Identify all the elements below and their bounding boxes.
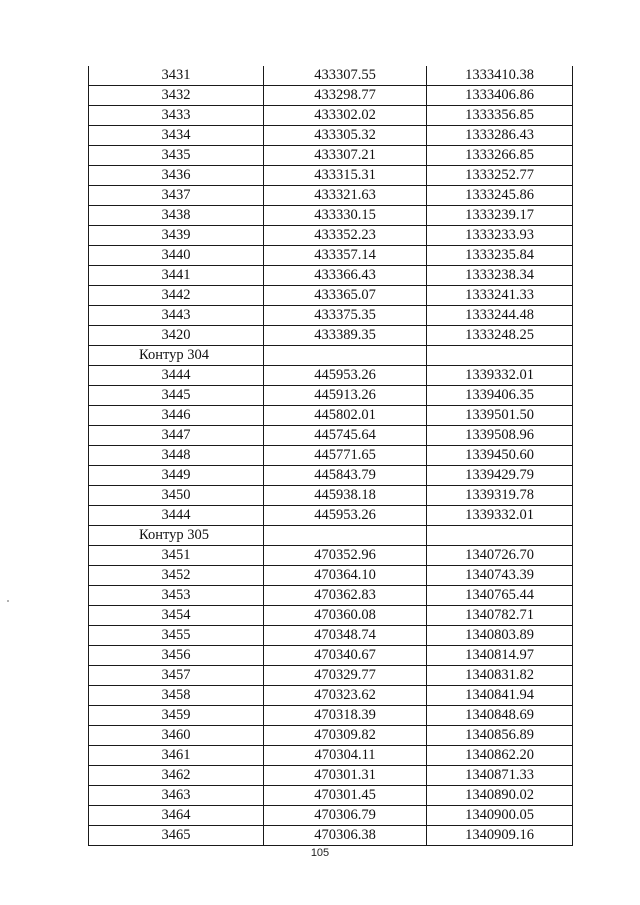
point-number-cell: 3444 <box>89 366 264 386</box>
x-coordinate-cell: 470306.38 <box>264 826 427 846</box>
y-coordinate-cell: 1340814.97 <box>427 646 573 666</box>
x-coordinate-cell: 433321.63 <box>264 186 427 206</box>
table-row <box>89 386 573 406</box>
point-number-cell: 3432 <box>89 86 264 106</box>
x-coordinate-cell: 445953.26 <box>264 366 427 386</box>
table-row <box>89 86 573 106</box>
y-coordinate-cell: 1340862.20 <box>427 746 573 766</box>
y-coordinate-cell: 1333235.84 <box>427 246 573 266</box>
x-coordinate-cell: 470318.39 <box>264 706 427 726</box>
x-coordinate-cell: 470304.11 <box>264 746 427 766</box>
table-row <box>89 646 573 666</box>
y-coordinate-cell: 1333252.77 <box>427 166 573 186</box>
x-coordinate-cell: 470301.45 <box>264 786 427 806</box>
point-number-cell: 3465 <box>89 826 264 846</box>
table-row <box>89 266 573 286</box>
table-row <box>89 406 573 426</box>
table-row <box>89 586 573 606</box>
table-row <box>89 706 573 726</box>
point-number-cell: 3449 <box>89 466 264 486</box>
point-number-cell: 3438 <box>89 206 264 226</box>
x-coordinate-cell: 470362.83 <box>264 586 427 606</box>
x-coordinate-cell: 470329.77 <box>264 666 427 686</box>
y-coordinate-cell: 1333241.33 <box>427 286 573 306</box>
y-coordinate-cell: 1340743.39 <box>427 566 573 586</box>
x-coordinate-cell: 433330.15 <box>264 206 427 226</box>
y-coordinate-cell: 1340831.82 <box>427 666 573 686</box>
contour-label: Контур 304 <box>89 346 264 366</box>
x-coordinate-cell: 433357.14 <box>264 246 427 266</box>
table-row <box>89 726 573 746</box>
table-row <box>89 126 573 146</box>
y-coordinate-cell: 1340841.94 <box>427 686 573 706</box>
point-number-cell: 3441 <box>89 266 264 286</box>
x-coordinate-cell: 433307.55 <box>264 66 427 86</box>
table-row <box>89 66 573 86</box>
point-number-cell: 3420 <box>89 326 264 346</box>
table-row <box>89 626 573 646</box>
table-row <box>89 226 573 246</box>
x-coordinate-cell: 445953.26 <box>264 506 427 526</box>
point-number-cell: 3463 <box>89 786 264 806</box>
y-coordinate-cell: 1333266.85 <box>427 146 573 166</box>
table-row <box>89 186 573 206</box>
empty-x-cell <box>264 526 427 546</box>
x-coordinate-cell: 433302.02 <box>264 106 427 126</box>
x-coordinate-cell: 433366.43 <box>264 266 427 286</box>
y-coordinate-cell: 1340726.70 <box>427 546 573 566</box>
table-row <box>89 566 573 586</box>
y-coordinate-cell: 1339450.60 <box>427 446 573 466</box>
x-coordinate-cell: 445938.18 <box>264 486 427 506</box>
empty-y-cell <box>427 346 573 366</box>
point-number-cell: 3456 <box>89 646 264 666</box>
y-coordinate-cell: 1340765.44 <box>427 586 573 606</box>
point-number-cell: 3455 <box>89 626 264 646</box>
point-number-cell: 3459 <box>89 706 264 726</box>
table-row <box>89 806 573 826</box>
y-coordinate-cell: 1340848.69 <box>427 706 573 726</box>
point-number-cell: 3436 <box>89 166 264 186</box>
x-coordinate-cell: 433352.23 <box>264 226 427 246</box>
table-row <box>89 826 573 846</box>
point-number-cell: 3453 <box>89 586 264 606</box>
x-coordinate-cell: 433305.32 <box>264 126 427 146</box>
table-row <box>89 466 573 486</box>
x-coordinate-cell: 445745.64 <box>264 426 427 446</box>
y-coordinate-cell: 1340856.89 <box>427 726 573 746</box>
x-coordinate-cell: 433365.07 <box>264 286 427 306</box>
y-coordinate-cell: 1333245.86 <box>427 186 573 206</box>
empty-x-cell <box>264 346 427 366</box>
x-coordinate-cell: 470323.62 <box>264 686 427 706</box>
table-row <box>89 366 573 386</box>
x-coordinate-cell: 433298.77 <box>264 86 427 106</box>
x-coordinate-cell: 433375.35 <box>264 306 427 326</box>
x-coordinate-cell: 445913.26 <box>264 386 427 406</box>
table-row <box>89 666 573 686</box>
point-number-cell: 3464 <box>89 806 264 826</box>
contour-header-row <box>89 346 573 366</box>
x-coordinate-cell: 470364.10 <box>264 566 427 586</box>
y-coordinate-cell: 1333286.43 <box>427 126 573 146</box>
x-coordinate-cell: 470348.74 <box>264 626 427 646</box>
point-number-cell: 3451 <box>89 546 264 566</box>
point-number-cell: 3447 <box>89 426 264 446</box>
x-coordinate-cell: 470340.67 <box>264 646 427 666</box>
y-coordinate-cell: 1333244.48 <box>427 306 573 326</box>
y-coordinate-cell: 1339332.01 <box>427 366 573 386</box>
point-number-cell: 3440 <box>89 246 264 266</box>
y-coordinate-cell: 1340782.71 <box>427 606 573 626</box>
point-number-cell: 3433 <box>89 106 264 126</box>
x-coordinate-cell: 470309.82 <box>264 726 427 746</box>
point-number-cell: 3460 <box>89 726 264 746</box>
point-number-cell: 3450 <box>89 486 264 506</box>
table-row <box>89 766 573 786</box>
y-coordinate-cell: 1340909.16 <box>427 826 573 846</box>
point-number-cell: 3442 <box>89 286 264 306</box>
point-number-cell: 3435 <box>89 146 264 166</box>
y-coordinate-cell: 1333406.86 <box>427 86 573 106</box>
table-row <box>89 606 573 626</box>
y-coordinate-cell: 1340890.02 <box>427 786 573 806</box>
table-row <box>89 326 573 346</box>
x-coordinate-cell: 470306.79 <box>264 806 427 826</box>
y-coordinate-cell: 1340871.33 <box>427 766 573 786</box>
scan-speck <box>7 600 9 602</box>
y-coordinate-cell: 1339508.96 <box>427 426 573 446</box>
table-row <box>89 306 573 326</box>
table-row <box>89 286 573 306</box>
table-row <box>89 486 573 506</box>
point-number-cell: 3461 <box>89 746 264 766</box>
point-number-cell: 3446 <box>89 406 264 426</box>
y-coordinate-cell: 1333356.85 <box>427 106 573 126</box>
x-coordinate-cell: 433307.21 <box>264 146 427 166</box>
y-coordinate-cell: 1333238.34 <box>427 266 573 286</box>
coordinates-table-body <box>89 66 573 846</box>
table-row <box>89 146 573 166</box>
empty-y-cell <box>427 526 573 546</box>
point-number-cell: 3462 <box>89 766 264 786</box>
point-number-cell: 3448 <box>89 446 264 466</box>
table-row <box>89 506 573 526</box>
x-coordinate-cell: 433389.35 <box>264 326 427 346</box>
point-number-cell: 3457 <box>89 666 264 686</box>
table-row <box>89 206 573 226</box>
point-number-cell: 3434 <box>89 126 264 146</box>
table-row <box>89 246 573 266</box>
table-row <box>89 686 573 706</box>
x-coordinate-cell: 470352.96 <box>264 546 427 566</box>
y-coordinate-cell: 1340803.89 <box>427 626 573 646</box>
table-row <box>89 426 573 446</box>
y-coordinate-cell: 1333239.17 <box>427 206 573 226</box>
x-coordinate-cell: 470301.31 <box>264 766 427 786</box>
point-number-cell: 3437 <box>89 186 264 206</box>
x-coordinate-cell: 445802.01 <box>264 406 427 426</box>
y-coordinate-cell: 1339319.78 <box>427 486 573 506</box>
table-row <box>89 546 573 566</box>
x-coordinate-cell: 470360.08 <box>264 606 427 626</box>
page-number: 105 <box>310 847 330 859</box>
y-coordinate-cell: 1340900.05 <box>427 806 573 826</box>
table-row <box>89 106 573 126</box>
point-number-cell: 3443 <box>89 306 264 326</box>
contour-header-row <box>89 526 573 546</box>
table-row <box>89 166 573 186</box>
x-coordinate-cell: 445843.79 <box>264 466 427 486</box>
x-coordinate-cell: 433315.31 <box>264 166 427 186</box>
y-coordinate-cell: 1339501.50 <box>427 406 573 426</box>
y-coordinate-cell: 1333410.38 <box>427 66 573 86</box>
point-number-cell: 3452 <box>89 566 264 586</box>
point-number-cell: 3454 <box>89 606 264 626</box>
coordinates-table <box>88 66 573 846</box>
point-number-cell: 3445 <box>89 386 264 406</box>
table-row <box>89 446 573 466</box>
table-row <box>89 746 573 766</box>
y-coordinate-cell: 1339406.35 <box>427 386 573 406</box>
point-number-cell: 3439 <box>89 226 264 246</box>
contour-label: Контур 305 <box>89 526 264 546</box>
point-number-cell: 3444 <box>89 506 264 526</box>
y-coordinate-cell: 1333233.93 <box>427 226 573 246</box>
y-coordinate-cell: 1339429.79 <box>427 466 573 486</box>
table-row <box>89 786 573 806</box>
point-number-cell: 3431 <box>89 66 264 86</box>
y-coordinate-cell: 1339332.01 <box>427 506 573 526</box>
point-number-cell: 3458 <box>89 686 264 706</box>
y-coordinate-cell: 1333248.25 <box>427 326 573 346</box>
x-coordinate-cell: 445771.65 <box>264 446 427 466</box>
